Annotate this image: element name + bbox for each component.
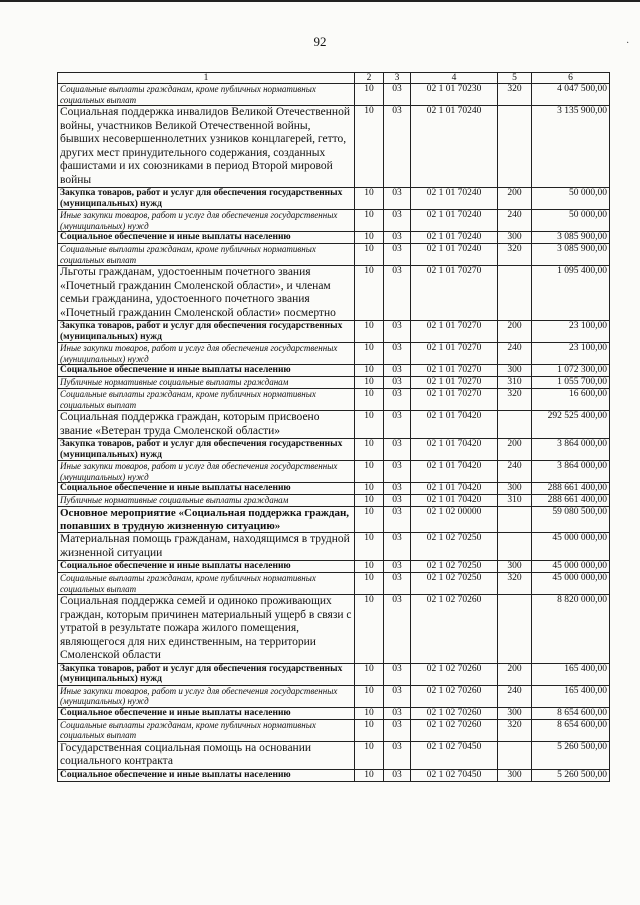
table-row xyxy=(58,365,610,377)
subsection-cell: 03 xyxy=(384,411,411,439)
amount-cell: 23 100,00 xyxy=(532,343,610,365)
section-cell: 10 xyxy=(355,389,384,411)
row-name-cell: Иные закупки товаров, работ и услуг для обеспечения государственных (муниципальных) нужд xyxy=(58,343,355,365)
section-cell: 10 xyxy=(355,461,384,483)
amount-cell: 5 260 500,00 xyxy=(532,769,610,781)
amount-cell: 8 654 600,00 xyxy=(532,719,610,741)
table-row xyxy=(58,210,610,232)
col-header-2: 2 xyxy=(355,73,384,84)
scan-top-border xyxy=(0,0,640,2)
section-cell: 10 xyxy=(355,377,384,389)
target-article-cell: 02 1 02 70260 xyxy=(411,595,498,664)
amount-cell: 50 000,00 xyxy=(532,188,610,210)
expense-type-cell: 200 xyxy=(498,321,532,343)
expense-type-cell: 240 xyxy=(498,461,532,483)
section-cell: 10 xyxy=(355,84,384,106)
amount-cell: 1 072 300,00 xyxy=(532,365,610,377)
section-cell: 10 xyxy=(355,573,384,595)
amount-cell: 3 085 900,00 xyxy=(532,244,610,266)
amount-cell: 3 864 000,00 xyxy=(532,461,610,483)
table-row xyxy=(58,377,610,389)
expense-type-cell: 310 xyxy=(498,377,532,389)
amount-cell: 50 000,00 xyxy=(532,210,610,232)
section-cell: 10 xyxy=(355,365,384,377)
section-cell: 10 xyxy=(355,719,384,741)
target-article-cell: 02 1 01 70270 xyxy=(411,321,498,343)
row-name-cell: Публичные нормативные социальные выплаты гражданам xyxy=(58,377,355,389)
expense-type-cell: 310 xyxy=(498,495,532,507)
target-article-cell: 02 1 01 70420 xyxy=(411,483,498,495)
expense-type-cell: 320 xyxy=(498,84,532,106)
table-row xyxy=(58,719,610,741)
section-cell: 10 xyxy=(355,663,384,685)
subsection-cell: 03 xyxy=(384,483,411,495)
row-name-cell: Социальное обеспечение и иные выплаты населению xyxy=(58,561,355,573)
subsection-cell: 03 xyxy=(384,244,411,266)
table-row xyxy=(58,663,610,685)
expense-type-cell xyxy=(498,266,532,321)
target-article-cell: 02 1 01 70270 xyxy=(411,266,498,321)
row-name-cell: Социальное обеспечение и иные выплаты населению xyxy=(58,232,355,244)
row-name-cell: Социальные выплаты гражданам, кроме публичных нормативных социальных выплат xyxy=(58,573,355,595)
expense-type-cell: 200 xyxy=(498,663,532,685)
table-row xyxy=(58,389,610,411)
col-header-3: 3 xyxy=(384,73,411,84)
table-row xyxy=(58,707,610,719)
row-name-cell: Социальные выплаты гражданам, кроме публичных нормативных социальных выплат xyxy=(58,719,355,741)
subsection-cell: 03 xyxy=(384,461,411,483)
section-cell: 10 xyxy=(355,685,384,707)
section-cell: 10 xyxy=(355,106,384,188)
table-row xyxy=(58,244,610,266)
subsection-cell: 03 xyxy=(384,210,411,232)
subsection-cell: 03 xyxy=(384,365,411,377)
row-name-cell: Иные закупки товаров, работ и услуг для обеспечения государственных (муниципальных) нужд xyxy=(58,685,355,707)
row-name-cell: Иные закупки товаров, работ и услуг для обеспечения государственных (муниципальных) нужд xyxy=(58,461,355,483)
expense-type-cell: 200 xyxy=(498,188,532,210)
amount-cell: 1 055 700,00 xyxy=(532,377,610,389)
row-name-cell: Социальная поддержка семей и одиноко проживающих граждан, которым причинен материальный ущерб в связи с утратой в результате пожара жилого помещения, являющегося для них единственным, на территории Смоленской области xyxy=(58,595,355,664)
target-article-cell: 02 1 02 70260 xyxy=(411,685,498,707)
amount-cell: 292 525 400,00 xyxy=(532,411,610,439)
target-article-cell: 02 1 01 70240 xyxy=(411,188,498,210)
table-row xyxy=(58,232,610,244)
row-name-cell: Материальная помощь гражданам, находящимся в трудной жизненной ситуации xyxy=(58,533,355,561)
amount-cell: 3 135 900,00 xyxy=(532,106,610,188)
target-article-cell: 02 1 01 70420 xyxy=(411,461,498,483)
row-name-cell: Социальное обеспечение и иные выплаты населению xyxy=(58,365,355,377)
col-header-5: 5 xyxy=(498,73,532,84)
target-article-cell: 02 1 02 70250 xyxy=(411,573,498,595)
target-article-cell: 02 1 01 70230 xyxy=(411,84,498,106)
section-cell: 10 xyxy=(355,707,384,719)
amount-cell: 3 085 900,00 xyxy=(532,232,610,244)
target-article-cell: 02 1 02 00000 xyxy=(411,507,498,533)
table-row xyxy=(58,573,610,595)
target-article-cell: 02 1 02 70450 xyxy=(411,769,498,781)
table-row xyxy=(58,741,610,769)
expense-type-cell: 300 xyxy=(498,483,532,495)
row-name-cell: Закупка товаров, работ и услуг для обеспечения государственных (муниципальных) нужд xyxy=(58,663,355,685)
target-article-cell: 02 1 01 70240 xyxy=(411,106,498,188)
table-row xyxy=(58,84,610,106)
table-row xyxy=(58,188,610,210)
expense-type-cell xyxy=(498,595,532,664)
row-name-cell: Публичные нормативные социальные выплаты гражданам xyxy=(58,495,355,507)
expense-type-cell: 320 xyxy=(498,719,532,741)
subsection-cell: 03 xyxy=(384,561,411,573)
section-cell: 10 xyxy=(355,210,384,232)
expense-type-cell xyxy=(498,411,532,439)
table-row xyxy=(58,343,610,365)
section-cell: 10 xyxy=(355,495,384,507)
amount-cell: 23 100,00 xyxy=(532,321,610,343)
subsection-cell: 03 xyxy=(384,507,411,533)
target-article-cell: 02 1 01 70240 xyxy=(411,210,498,232)
table-row xyxy=(58,266,610,321)
row-name-cell: Социальные выплаты гражданам, кроме публичных нормативных социальных выплат xyxy=(58,244,355,266)
expense-type-cell xyxy=(498,106,532,188)
table-row xyxy=(58,769,610,781)
subsection-cell: 03 xyxy=(384,685,411,707)
table-row xyxy=(58,439,610,461)
target-article-cell: 02 1 02 70250 xyxy=(411,533,498,561)
row-name-cell: Социальное обеспечение и иные выплаты населению xyxy=(58,707,355,719)
row-name-cell: Социальное обеспечение и иные выплаты населению xyxy=(58,769,355,781)
page-number: 92 xyxy=(313,34,327,49)
expense-type-cell xyxy=(498,741,532,769)
table-row xyxy=(58,411,610,439)
amount-cell: 165 400,00 xyxy=(532,685,610,707)
table-row xyxy=(58,495,610,507)
row-name-cell: Государственная социальная помощь на основании социального контракта xyxy=(58,741,355,769)
table-row xyxy=(58,533,610,561)
target-article-cell: 02 1 01 70270 xyxy=(411,343,498,365)
section-cell: 10 xyxy=(355,244,384,266)
section-cell: 10 xyxy=(355,533,384,561)
expense-type-cell: 300 xyxy=(498,365,532,377)
table-row xyxy=(58,461,610,483)
expense-type-cell: 320 xyxy=(498,389,532,411)
target-article-cell: 02 1 01 70270 xyxy=(411,377,498,389)
row-name-cell: Иные закупки товаров, работ и услуг для обеспечения государственных (муниципальных) нужд xyxy=(58,210,355,232)
amount-cell: 45 000 000,00 xyxy=(532,533,610,561)
amount-cell: 288 661 400,00 xyxy=(532,495,610,507)
amount-cell: 288 661 400,00 xyxy=(532,483,610,495)
subsection-cell: 03 xyxy=(384,106,411,188)
col-header-4: 4 xyxy=(411,73,498,84)
amount-cell: 3 864 000,00 xyxy=(532,439,610,461)
table-body xyxy=(58,84,610,782)
row-name-cell: Социальное обеспечение и иные выплаты населению xyxy=(58,483,355,495)
budget-table xyxy=(57,72,610,782)
section-cell: 10 xyxy=(355,561,384,573)
expense-type-cell: 300 xyxy=(498,769,532,781)
target-article-cell: 02 1 01 70420 xyxy=(411,495,498,507)
row-name-cell: Основное мероприятие «Социальная поддержка граждан, попавших в трудную жизненную ситуацию» xyxy=(58,507,355,533)
amount-cell: 1 095 400,00 xyxy=(532,266,610,321)
row-name-cell: Закупка товаров, работ и услуг для обеспечения государственных (муниципальных) нужд xyxy=(58,321,355,343)
section-cell: 10 xyxy=(355,343,384,365)
row-name-cell: Социальная поддержка инвалидов Великой Отечественной войны, участников Великой Отечественной войны, бывших несовершеннолетних узников концлагерей, гетто, других мест принудительного содержания, созданных фашистами и их союзниками в период Второй мировой войны xyxy=(58,106,355,188)
section-cell: 10 xyxy=(355,232,384,244)
amount-cell: 45 000 000,00 xyxy=(532,573,610,595)
subsection-cell: 03 xyxy=(384,377,411,389)
target-article-cell: 02 1 02 70260 xyxy=(411,663,498,685)
amount-cell: 8 820 000,00 xyxy=(532,595,610,664)
row-name-cell: Социальная поддержка граждан, которым присвоено звание «Ветеран труда Смоленской области» xyxy=(58,411,355,439)
target-article-cell: 02 1 01 70420 xyxy=(411,411,498,439)
subsection-cell: 03 xyxy=(384,232,411,244)
subsection-cell: 03 xyxy=(384,266,411,321)
section-cell: 10 xyxy=(355,321,384,343)
scan-speck: · xyxy=(626,38,630,49)
target-article-cell: 02 1 02 70250 xyxy=(411,561,498,573)
expense-type-cell: 320 xyxy=(498,244,532,266)
expense-type-cell: 240 xyxy=(498,685,532,707)
subsection-cell: 03 xyxy=(384,663,411,685)
section-cell: 10 xyxy=(355,266,384,321)
amount-cell: 8 654 600,00 xyxy=(532,707,610,719)
section-cell: 10 xyxy=(355,411,384,439)
expense-type-cell xyxy=(498,533,532,561)
amount-cell: 165 400,00 xyxy=(532,663,610,685)
target-article-cell: 02 1 02 70260 xyxy=(411,719,498,741)
expense-type-cell: 320 xyxy=(498,573,532,595)
section-cell: 10 xyxy=(355,595,384,664)
subsection-cell: 03 xyxy=(384,741,411,769)
subsection-cell: 03 xyxy=(384,573,411,595)
table-row xyxy=(58,561,610,573)
expense-type-cell: 240 xyxy=(498,210,532,232)
target-article-cell: 02 1 01 70270 xyxy=(411,389,498,411)
subsection-cell: 03 xyxy=(384,439,411,461)
header-row xyxy=(58,73,610,84)
table-row xyxy=(58,483,610,495)
section-cell: 10 xyxy=(355,769,384,781)
section-cell: 10 xyxy=(355,741,384,769)
subsection-cell: 03 xyxy=(384,343,411,365)
expense-type-cell: 300 xyxy=(498,561,532,573)
target-article-cell: 02 1 01 70420 xyxy=(411,439,498,461)
amount-cell: 59 080 500,00 xyxy=(532,507,610,533)
subsection-cell: 03 xyxy=(384,389,411,411)
row-name-cell: Социальные выплаты гражданам, кроме публичных нормативных социальных выплат xyxy=(58,84,355,106)
target-article-cell: 02 1 02 70450 xyxy=(411,741,498,769)
row-name-cell: Социальные выплаты гражданам, кроме публичных нормативных социальных выплат xyxy=(58,389,355,411)
amount-cell: 4 047 500,00 xyxy=(532,84,610,106)
table-row xyxy=(58,685,610,707)
expense-type-cell: 200 xyxy=(498,439,532,461)
section-cell: 10 xyxy=(355,439,384,461)
subsection-cell: 03 xyxy=(384,321,411,343)
target-article-cell: 02 1 01 70270 xyxy=(411,365,498,377)
target-article-cell: 02 1 02 70260 xyxy=(411,707,498,719)
table-row xyxy=(58,595,610,664)
section-cell: 10 xyxy=(355,507,384,533)
subsection-cell: 03 xyxy=(384,769,411,781)
target-article-cell: 02 1 01 70240 xyxy=(411,244,498,266)
row-name-cell: Льготы гражданам, удостоенным почетного звания «Почетный гражданин Смоленской области», и членам семьи гражданина, удостоенного почетного звания «Почетный гражданин Смоленской области» посмертно xyxy=(58,266,355,321)
section-cell: 10 xyxy=(355,188,384,210)
expense-type-cell: 300 xyxy=(498,707,532,719)
target-article-cell: 02 1 01 70240 xyxy=(411,232,498,244)
subsection-cell: 03 xyxy=(384,707,411,719)
amount-cell: 5 260 500,00 xyxy=(532,741,610,769)
row-name-cell: Закупка товаров, работ и услуг для обеспечения государственных (муниципальных) нужд xyxy=(58,188,355,210)
subsection-cell: 03 xyxy=(384,188,411,210)
expense-type-cell xyxy=(498,507,532,533)
subsection-cell: 03 xyxy=(384,533,411,561)
amount-cell: 16 600,00 xyxy=(532,389,610,411)
subsection-cell: 03 xyxy=(384,595,411,664)
row-name-cell: Закупка товаров, работ и услуг для обеспечения государственных (муниципальных) нужд xyxy=(58,439,355,461)
col-header-1: 1 xyxy=(58,73,355,84)
subsection-cell: 03 xyxy=(384,84,411,106)
subsection-cell: 03 xyxy=(384,495,411,507)
table-row xyxy=(58,321,610,343)
col-header-6: 6 xyxy=(532,73,610,84)
amount-cell: 45 000 000,00 xyxy=(532,561,610,573)
table-row xyxy=(58,106,610,188)
section-cell: 10 xyxy=(355,483,384,495)
expense-type-cell: 300 xyxy=(498,232,532,244)
subsection-cell: 03 xyxy=(384,719,411,741)
expense-type-cell: 240 xyxy=(498,343,532,365)
table-row xyxy=(58,507,610,533)
